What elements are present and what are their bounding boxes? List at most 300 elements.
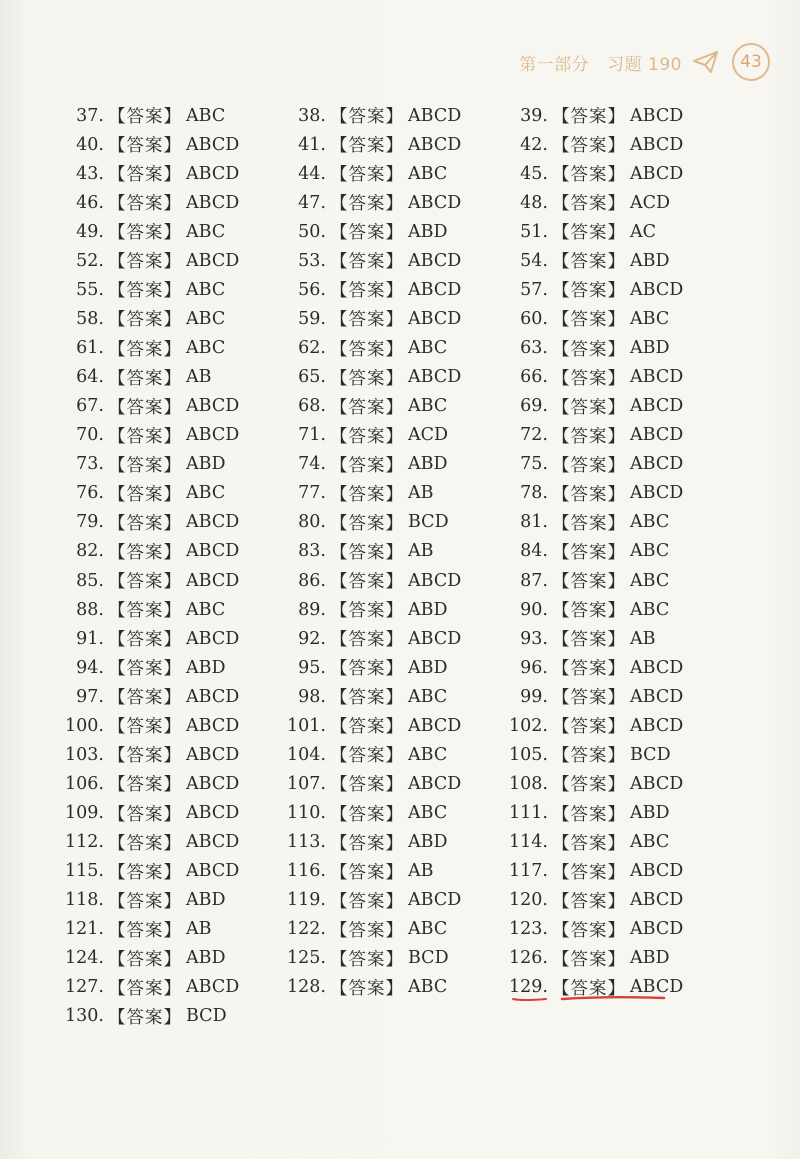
answer-item [60, 275, 282, 304]
question-number: 95. [298, 657, 326, 678]
answer-label: 【答案】 [330, 542, 404, 563]
answer-value: ABCD [630, 715, 684, 736]
answer-value: ABC [408, 396, 448, 417]
answer-label: 【答案】 [330, 978, 404, 999]
answer-value: ABCD [186, 163, 240, 184]
answer-value: ABD [630, 250, 670, 271]
answer-label: 【答案】 [330, 688, 404, 709]
answer-value: ABCD [630, 919, 684, 940]
answer-item [504, 508, 726, 537]
answer-value: ABCD [630, 105, 684, 126]
answer-value: ABCD [186, 425, 240, 446]
answer-label: 【答案】 [108, 601, 182, 622]
answer-value: ABC [630, 308, 670, 329]
question-number: 60. [520, 308, 548, 329]
answer-item [282, 304, 504, 333]
question-number: 44. [298, 163, 326, 184]
answer-item [60, 304, 282, 333]
answer-item [282, 421, 504, 450]
answer-label: 【答案】 [552, 891, 626, 912]
question-number: 78. [520, 483, 548, 504]
question-number: 67. [76, 396, 104, 417]
question-number: 48. [520, 192, 548, 213]
answer-value: ABCD [408, 250, 462, 271]
answer-item [504, 304, 726, 333]
answer-item [282, 363, 504, 392]
answer-label: 【答案】 [330, 455, 404, 476]
answer-value: ABC [186, 338, 226, 359]
answer-value: ABC [408, 744, 448, 765]
question-number: 81. [520, 512, 548, 533]
answer-item [282, 595, 504, 624]
answer-label: 【答案】 [330, 746, 404, 767]
answer-value: ACD [630, 192, 671, 213]
answer-value: ABCD [408, 570, 462, 591]
answer-label: 【答案】 [330, 368, 404, 389]
answer-value: ABCD [630, 483, 684, 504]
answer-item [504, 769, 726, 798]
answer-label: 【答案】 [552, 862, 626, 883]
answer-value: ABC [186, 483, 226, 504]
answer-label: 【答案】 [330, 252, 404, 273]
answer-label: 【答案】 [330, 426, 404, 447]
question-number: 89. [298, 599, 326, 620]
question-number: 72. [520, 425, 548, 446]
answer-label: 【答案】 [108, 891, 182, 912]
question-number: 58. [76, 308, 104, 329]
answer-item [60, 857, 282, 886]
answer-value: BCD [630, 744, 671, 765]
answer-value: ABC [186, 279, 226, 300]
answer-label: 【答案】 [108, 920, 182, 941]
answer-label: 【答案】 [330, 717, 404, 738]
answer-item [282, 857, 504, 886]
answer-item [60, 595, 282, 624]
answer-label: 【答案】 [330, 833, 404, 854]
answer-item [504, 886, 726, 915]
answer-label: 【答案】 [330, 601, 404, 622]
question-number: 45. [520, 163, 548, 184]
answer-label: 【答案】 [108, 1007, 182, 1028]
answer-label: 【答案】 [108, 513, 182, 534]
answer-label: 【答案】 [108, 978, 182, 999]
answer-item [282, 188, 504, 217]
page-number: 43 [732, 43, 770, 81]
answer-item [504, 275, 726, 304]
question-number: 96. [520, 657, 548, 678]
answer-label: 【答案】 [552, 165, 626, 186]
answer-value: ABCD [630, 367, 684, 388]
question-number: 91. [76, 628, 104, 649]
answer-label: 【答案】 [552, 949, 626, 970]
answer-item [282, 479, 504, 508]
question-number: 38. [298, 105, 326, 126]
answer-item [282, 828, 504, 857]
question-number: 103. [65, 744, 104, 765]
question-number: 80. [298, 512, 326, 533]
question-number: 99. [520, 686, 548, 707]
answer-value: ABCD [186, 803, 240, 824]
answer-item [60, 334, 282, 363]
answer-label: 【答案】 [552, 368, 626, 389]
answer-value: ABCD [630, 686, 684, 707]
answer-label: 【答案】 [108, 862, 182, 883]
answer-item [282, 130, 504, 159]
answer-label: 【答案】 [330, 572, 404, 593]
answer-value: ABD [186, 657, 226, 678]
answer-value: ABD [630, 338, 670, 359]
answer-label: 【答案】 [108, 281, 182, 302]
answer-value: ABCD [408, 308, 462, 329]
red-pen-underline [512, 995, 667, 1003]
question-number: 97. [76, 686, 104, 707]
question-number: 106. [65, 773, 104, 794]
answer-item [282, 392, 504, 421]
question-number: 128. [287, 977, 326, 998]
answer-item [60, 769, 282, 798]
answer-label: 【答案】 [330, 630, 404, 651]
answer-value: ABCD [186, 541, 240, 562]
answer-value: ACD [408, 425, 449, 446]
answer-item [60, 159, 282, 188]
answer-value: BCD [408, 512, 449, 533]
question-number: 83. [298, 541, 326, 562]
question-number: 126. [509, 948, 548, 969]
answer-item [282, 711, 504, 740]
answer-item [60, 740, 282, 769]
answer-item [60, 682, 282, 711]
answer-value: ABD [408, 657, 448, 678]
question-number: 98. [298, 686, 326, 707]
answer-label: 【答案】 [552, 455, 626, 476]
answer-value: ABCD [630, 861, 684, 882]
answer-item [504, 217, 726, 246]
answer-item [504, 392, 726, 421]
question-number: 74. [298, 454, 326, 475]
answer-value: ABD [630, 948, 670, 969]
answer-item [504, 828, 726, 857]
question-number: 121. [65, 919, 104, 940]
answer-label: 【答案】 [552, 630, 626, 651]
answer-value: ABCD [408, 105, 462, 126]
question-number: 115. [65, 861, 104, 882]
question-number: 88. [76, 599, 104, 620]
answer-item [60, 886, 282, 915]
answer-label: 【答案】 [552, 397, 626, 418]
answer-label: 【答案】 [552, 833, 626, 854]
question-number: 51. [520, 221, 548, 242]
answer-label: 【答案】 [330, 804, 404, 825]
answer-label: 【答案】 [330, 891, 404, 912]
answer-item [504, 915, 726, 944]
answer-label: 【答案】 [330, 310, 404, 331]
question-number: 93. [520, 628, 548, 649]
answer-value: ABCD [186, 861, 240, 882]
answer-value: ABC [186, 221, 226, 242]
answer-item [504, 653, 726, 682]
question-number: 119. [287, 890, 326, 911]
answer-value: ABCD [630, 425, 684, 446]
answer-label: 【答案】 [552, 426, 626, 447]
answer-item [504, 595, 726, 624]
answer-value: ABC [408, 919, 448, 940]
answer-label: 【答案】 [108, 688, 182, 709]
answer-value: ABD [408, 832, 448, 853]
answer-item [504, 130, 726, 159]
paper-plane-icon [692, 50, 720, 74]
question-number: 70. [76, 425, 104, 446]
answer-value: ABCD [408, 628, 462, 649]
question-number: 87. [520, 570, 548, 591]
answer-value: ABD [186, 454, 226, 475]
answer-item [504, 537, 726, 566]
answer-label: 【答案】 [108, 484, 182, 505]
answer-label: 【答案】 [108, 775, 182, 796]
answer-label: 【答案】 [552, 601, 626, 622]
answer-label: 【答案】 [108, 833, 182, 854]
answer-item [60, 421, 282, 450]
question-number: 64. [76, 367, 104, 388]
answer-value: BCD [408, 948, 449, 969]
answer-value: ABCD [186, 628, 240, 649]
answer-value: ABCD [186, 744, 240, 765]
answer-label: 【答案】 [108, 630, 182, 651]
question-number: 125. [287, 948, 326, 969]
answer-label: 【答案】 [330, 775, 404, 796]
answer-item [282, 217, 504, 246]
answer-value: ABCD [186, 773, 240, 794]
question-number: 92. [298, 628, 326, 649]
answer-value: ABD [408, 454, 448, 475]
question-number: 122. [287, 919, 326, 940]
answer-item [504, 246, 726, 275]
answer-label: 【答案】 [330, 949, 404, 970]
answer-value: AB [408, 541, 434, 562]
answer-item [282, 740, 504, 769]
answer-value: ABCD [630, 163, 684, 184]
answer-label: 【答案】 [330, 484, 404, 505]
answer-label: 【答案】 [330, 513, 404, 534]
answer-item [504, 799, 726, 828]
answer-label: 【答案】 [330, 339, 404, 360]
question-number: 124. [65, 948, 104, 969]
answer-value: ABD [186, 948, 226, 969]
answer-value: AB [186, 367, 212, 388]
answer-label: 【答案】 [552, 136, 626, 157]
answer-label: 【答案】 [330, 281, 404, 302]
answer-label: 【答案】 [108, 397, 182, 418]
answer-item [60, 246, 282, 275]
answer-value: ABCD [408, 715, 462, 736]
answer-label: 【答案】 [108, 542, 182, 563]
answer-label: 【答案】 [108, 572, 182, 593]
answer-item [60, 653, 282, 682]
answer-value: ABCD [630, 134, 684, 155]
answer-value: ABC [630, 570, 670, 591]
question-number: 123. [509, 919, 548, 940]
answer-label: 【答案】 [330, 862, 404, 883]
answer-value: AB [408, 861, 434, 882]
answer-label: 【答案】 [108, 252, 182, 273]
answer-label: 【答案】 [108, 339, 182, 360]
answer-value: ABCD [408, 367, 462, 388]
question-number: 46. [76, 192, 104, 213]
header-subject: 习题 190 [607, 54, 682, 75]
answer-value: ABCD [186, 396, 240, 417]
answer-item [282, 508, 504, 537]
answer-label: 【答案】 [552, 310, 626, 331]
answer-label: 【答案】 [108, 659, 182, 680]
answer-value: ABC [408, 338, 448, 359]
answer-item [504, 857, 726, 886]
answer-label: 【答案】 [552, 223, 626, 244]
answer-item [504, 450, 726, 479]
question-number: 59. [298, 308, 326, 329]
answer-label: 【答案】 [108, 426, 182, 447]
answer-item [60, 624, 282, 653]
answer-item [60, 130, 282, 159]
answer-item [282, 101, 504, 130]
answer-item [282, 886, 504, 915]
answer-label: 【答案】 [552, 717, 626, 738]
answer-value: ABC [630, 599, 670, 620]
answer-item [504, 624, 726, 653]
answer-item [60, 101, 282, 130]
answer-label: 【答案】 [108, 717, 182, 738]
answer-item [60, 537, 282, 566]
answer-item [282, 682, 504, 711]
answer-label: 【答案】 [330, 107, 404, 128]
answer-item [504, 740, 726, 769]
answer-label: 【答案】 [552, 281, 626, 302]
answer-item [60, 508, 282, 537]
question-number: 127. [65, 977, 104, 998]
question-number: 101. [287, 715, 326, 736]
answer-item [60, 944, 282, 973]
answer-item [282, 537, 504, 566]
question-number: 40. [76, 134, 104, 155]
answer-item [282, 275, 504, 304]
question-number: 90. [520, 599, 548, 620]
answer-value: AC [630, 221, 657, 242]
question-number: 43. [76, 163, 104, 184]
answer-label: 【答案】 [330, 397, 404, 418]
question-number: 69. [520, 396, 548, 417]
answer-item [282, 334, 504, 363]
answer-value: ABC [408, 803, 448, 824]
answer-value: ABCD [630, 454, 684, 475]
question-number: 68. [298, 396, 326, 417]
question-number: 113. [287, 832, 326, 853]
question-number: 55. [76, 279, 104, 300]
answer-label: 【答案】 [108, 746, 182, 767]
answer-item [282, 653, 504, 682]
answer-label: 【答案】 [330, 165, 404, 186]
answer-item [504, 944, 726, 973]
answer-label: 【答案】 [330, 920, 404, 941]
answer-value: ABCD [186, 715, 240, 736]
answer-item [282, 799, 504, 828]
question-number: 105. [509, 744, 548, 765]
question-number: 110. [287, 803, 326, 824]
answer-value: ABCD [630, 279, 684, 300]
answer-item [282, 973, 504, 1002]
answer-value: ABC [186, 105, 226, 126]
answer-item [504, 363, 726, 392]
answer-value: ABCD [186, 832, 240, 853]
question-number: 118. [65, 890, 104, 911]
answer-label: 【答案】 [108, 194, 182, 215]
answer-label: 【答案】 [552, 542, 626, 563]
answer-value: ABD [408, 221, 448, 242]
answer-label: 【答案】 [552, 978, 626, 999]
question-number: 112. [65, 832, 104, 853]
answer-item [282, 624, 504, 653]
answer-label: 【答案】 [552, 659, 626, 680]
answer-value: ABCD [186, 977, 240, 998]
answer-value: ABCD [630, 396, 684, 417]
answer-value: ABCD [186, 134, 240, 155]
answer-value: ABD [186, 890, 226, 911]
question-number: 56. [298, 279, 326, 300]
answer-value: ABCD [186, 250, 240, 271]
question-number: 77. [298, 483, 326, 504]
question-number: 47. [298, 192, 326, 213]
question-number: 65. [298, 367, 326, 388]
answer-item [60, 711, 282, 740]
question-number: 57. [520, 279, 548, 300]
answer-label: 【答案】 [552, 746, 626, 767]
answer-value: AB [630, 628, 656, 649]
question-number: 107. [287, 773, 326, 794]
answer-value: ABD [630, 803, 670, 824]
answer-value: ABC [630, 541, 670, 562]
answer-item [504, 188, 726, 217]
answer-label: 【答案】 [552, 107, 626, 128]
answer-item [504, 101, 726, 130]
answer-label: 【答案】 [552, 775, 626, 796]
answer-label: 【答案】 [330, 223, 404, 244]
answer-value: ABCD [630, 657, 684, 678]
question-number: 52. [76, 250, 104, 271]
question-number: 76. [76, 483, 104, 504]
answer-value: ABCD [630, 890, 684, 911]
answer-label: 【答案】 [108, 804, 182, 825]
answer-item [60, 828, 282, 857]
answer-item [282, 915, 504, 944]
answer-item [60, 450, 282, 479]
question-number: 41. [298, 134, 326, 155]
answer-label: 【答案】 [330, 136, 404, 157]
answer-value: ABC [186, 308, 226, 329]
answer-item [60, 217, 282, 246]
answer-value: ABCD [186, 192, 240, 213]
answer-value: AB [186, 919, 212, 940]
answer-item [60, 566, 282, 595]
question-number: 66. [520, 367, 548, 388]
question-number: 49. [76, 221, 104, 242]
answer-item [60, 188, 282, 217]
answer-grid [60, 101, 726, 1031]
question-number: 61. [76, 338, 104, 359]
answer-item [60, 363, 282, 392]
question-number: 114. [509, 832, 548, 853]
answer-value: BCD [186, 1006, 227, 1027]
question-number: 71. [298, 425, 326, 446]
answer-value: ABC [630, 512, 670, 533]
answer-label: 【答案】 [108, 136, 182, 157]
question-number: 82. [76, 541, 104, 562]
